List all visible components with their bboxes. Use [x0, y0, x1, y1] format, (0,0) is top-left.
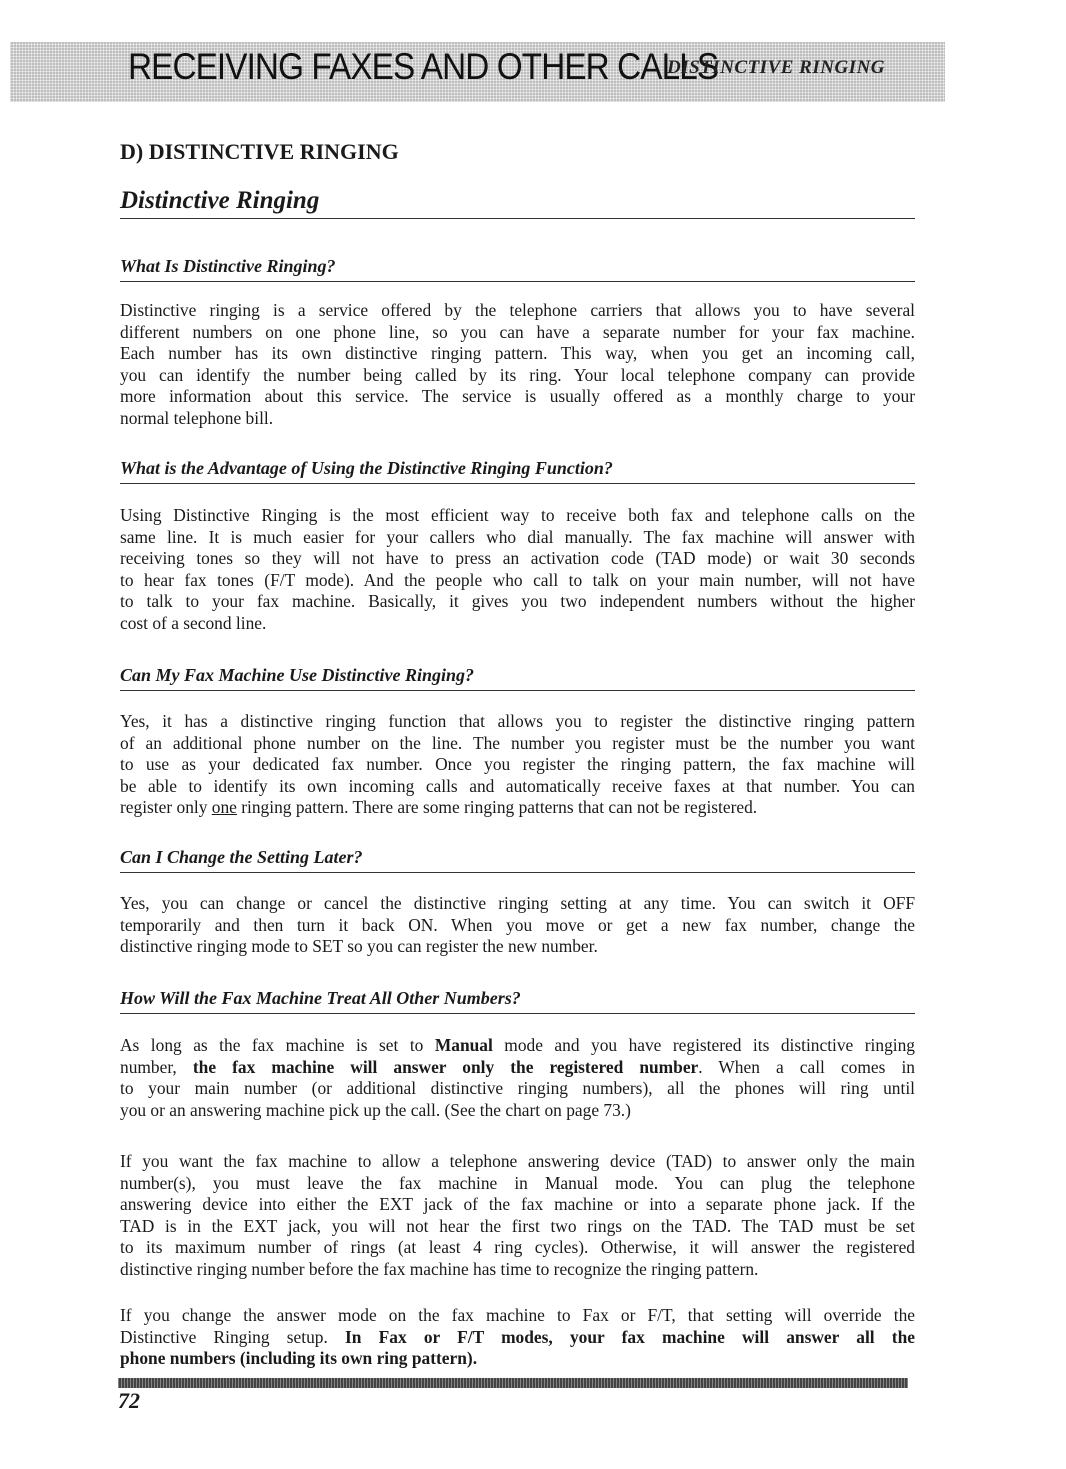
text-line [120, 1194, 915, 1216]
text: you or an answering machine pick up the call. (See the chart on page 73.) [120, 1099, 631, 1120]
text-line [120, 1237, 915, 1259]
text: answering device into either the EXT jack of the fax machine or into a separate phone jack. If the [120, 1194, 915, 1215]
text: you can identify the number being called by its ring. Your local telephone company can provide [120, 364, 915, 385]
paragraph [120, 1035, 915, 1121]
text: to your main number (or additional distinctive ringing numbers), all the phones will ring until [120, 1078, 915, 1099]
text: to its maximum number of rings (at least 4 ring cycles). Otherwise, it will answer the registered [120, 1237, 915, 1258]
text-line [120, 733, 915, 755]
text: Yes, you can change or cancel the distinctive ringing setting at any time. You can switch it OFF [120, 893, 915, 913]
text-line [120, 1151, 915, 1173]
subsection-heading: What Is Distinctive Ringing? [120, 256, 336, 276]
text-line [120, 1035, 915, 1057]
underlined-text: one [211, 797, 237, 818]
text-line [120, 1259, 915, 1281]
chapter-header-band [10, 42, 945, 102]
text: of an additional phone number on the line. The number you register must be the number you want [120, 732, 915, 753]
subsection-rule [120, 483, 915, 484]
text-line [120, 386, 915, 408]
text: TAD is in the EXT jack, you will not hear the first two rings on the TAD. The TAD must be set [120, 1215, 915, 1236]
paragraph [120, 505, 915, 635]
subsection-rule [120, 1013, 915, 1014]
text: Each number has its own distinctive ringing pattern. This way, when you get an incoming call, [120, 343, 915, 364]
text: to talk to your fax machine. Basically, it gives you two independent numbers without the higher [120, 591, 915, 612]
text-line [120, 754, 915, 776]
text: register only [120, 797, 212, 818]
text: distinctive ringing mode to SET so you can register the new number. [120, 936, 598, 957]
paragraph [120, 300, 915, 430]
subsection-heading: What is the Advantage of Using the Distinctive Ringing Function? [120, 458, 613, 478]
bold-text: Manual [434, 1035, 493, 1055]
text-line [120, 1327, 915, 1349]
text: normal telephone bill. [120, 407, 274, 428]
text-line [120, 300, 915, 322]
text: . When a call comes in [698, 1056, 915, 1077]
section-tag: DISTINCTIVE RINGING [667, 57, 886, 78]
text-line [120, 527, 915, 549]
text: different numbers on one phone line, so you can have a separate number for your fax machine. [120, 321, 915, 342]
text-line [120, 343, 915, 365]
text: receiving tones so they will not have to press an activation code (TAD mode) or wait 30 seconds [120, 548, 915, 569]
text-line [120, 1100, 915, 1122]
text-line [120, 1216, 915, 1238]
text-line [120, 408, 915, 430]
text-line [120, 797, 915, 819]
text: distinctive ringing number before the fax machine has time to recognize the ringing pattern. [120, 1258, 759, 1279]
text: Distinctive Ringing setup. [120, 1326, 345, 1347]
text-line [120, 1305, 915, 1327]
paragraph [120, 1151, 915, 1281]
text-line [120, 776, 915, 798]
text: As long as the fax machine is set to [120, 1035, 435, 1055]
text: more information about this service. The service is usually offered as a monthly charge to your [120, 386, 915, 407]
page-number: 72 [118, 1388, 140, 1413]
text-line [120, 365, 915, 387]
text: same line. It is much easier for your callers who dial manually. The fax machine will answer with [120, 526, 915, 547]
subsection-rule [120, 690, 915, 691]
text-line [120, 1348, 915, 1370]
text-line [120, 548, 915, 570]
bold-text: In Fax or F/T modes, your fax machine will answer all the [345, 1326, 915, 1347]
text: If you want the fax machine to allow a telephone answering device (TAD) to answer only the main [120, 1151, 915, 1171]
chapter-title: RECEIVING FAXES AND OTHER CALLS [128, 46, 719, 87]
footer-bar [118, 1378, 908, 1388]
subsection-heading: How Will the Fax Machine Treat All Other Numbers? [120, 988, 521, 1008]
bold-text: phone numbers (including its own ring pattern). [120, 1348, 478, 1369]
bold-text: the fax machine will answer only the registered number [192, 1056, 699, 1077]
subsection-rule [120, 872, 915, 873]
text-line [120, 613, 915, 635]
text-line [120, 570, 915, 592]
text-line [120, 893, 915, 915]
text: number(s), you must leave the fax machine in Manual mode. You can plug the telephone [120, 1172, 915, 1193]
text-line [120, 1173, 915, 1195]
text: Using Distinctive Ringing is the most efficient way to receive both fax and telephone calls on the [120, 505, 915, 525]
text-line [120, 1057, 915, 1079]
paragraph [120, 711, 915, 819]
text-line [120, 591, 915, 613]
text-line [120, 322, 915, 344]
text-line [120, 711, 915, 733]
text: to hear fax tones (F/T mode). And the people who call to talk on your main number, will not have [120, 569, 915, 590]
text-line [120, 936, 915, 958]
subsection-heading: Can I Change the Setting Later? [120, 847, 363, 867]
subsection-rule [120, 281, 915, 282]
section-heading: D) DISTINCTIVE RINGING [120, 139, 399, 164]
text: to use as your dedicated fax number. Once you register the ringing pattern, the fax machine will [120, 754, 915, 775]
text-line [120, 1078, 915, 1100]
text: Distinctive ringing is a service offered by the telephone carriers that allows you to have several [120, 300, 915, 320]
paragraph [120, 1305, 915, 1370]
text: mode and you have registered its distinctive ringing [492, 1035, 915, 1055]
section-subtitle: Distinctive Ringing [120, 187, 320, 214]
text-line [120, 915, 915, 937]
text: Yes, it has a distinctive ringing function that allows you to register the distinctive ringing pattern [120, 711, 915, 731]
text: be able to identify its own incoming calls and automatically receive faxes at that number. You can [120, 775, 915, 796]
text: ringing pattern. There are some ringing patterns that can not be registered. [236, 797, 758, 818]
text: temporarily and then turn it back ON. When you move or get a new fax number, change the [120, 914, 915, 935]
subtitle-rule [120, 218, 915, 219]
paragraph [120, 893, 915, 958]
text: If you change the answer mode on the fax machine to Fax or F/T, that setting will override the [120, 1305, 915, 1325]
text-line [120, 505, 915, 527]
subsection-heading: Can My Fax Machine Use Distinctive Ringing? [120, 665, 475, 685]
text: number, [120, 1056, 193, 1077]
text: cost of a second line. [120, 612, 267, 633]
